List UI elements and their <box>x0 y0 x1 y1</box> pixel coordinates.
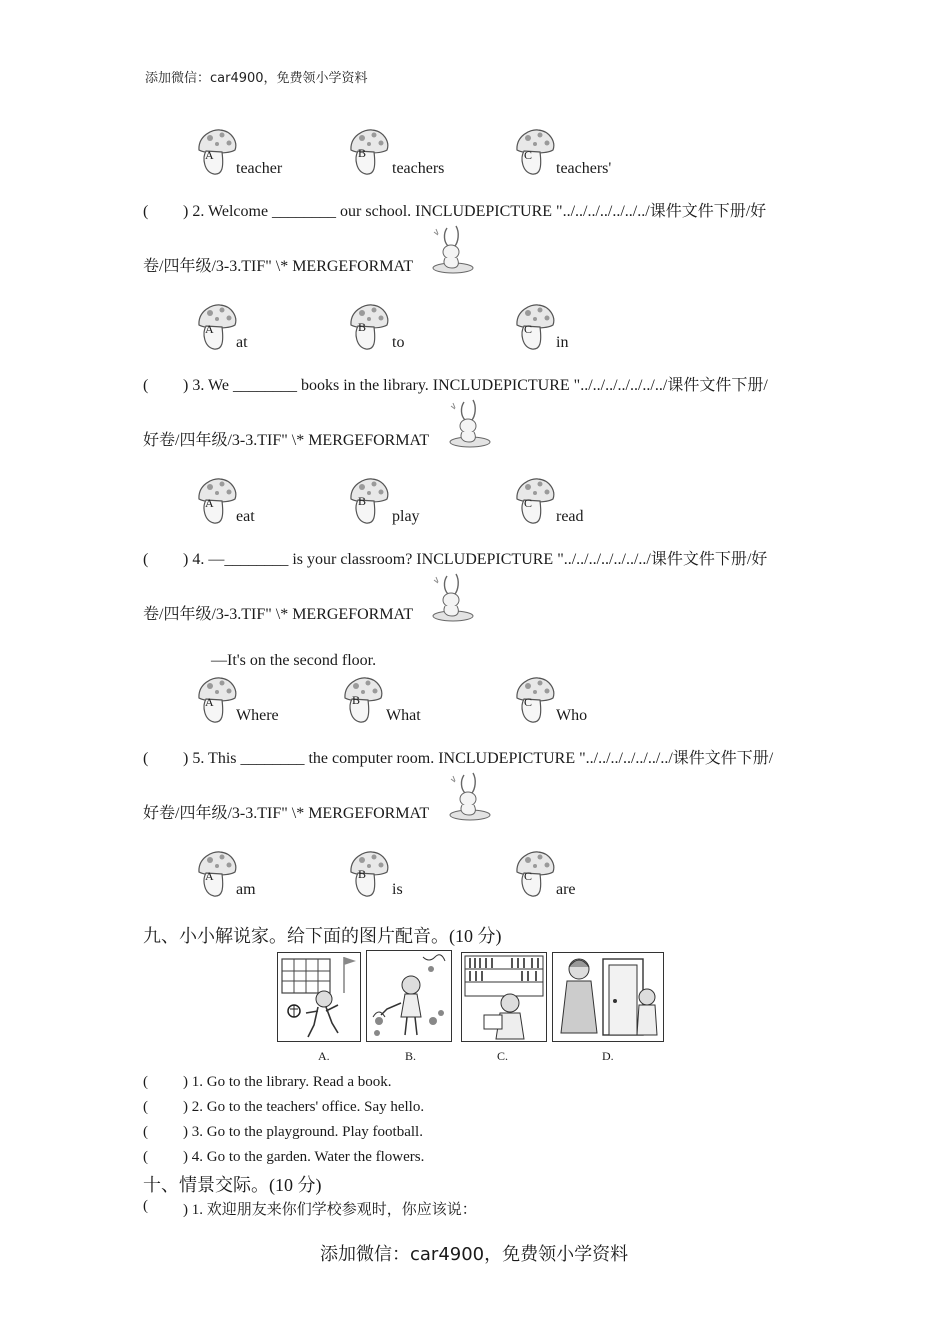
option-letter: B <box>358 867 367 881</box>
option-c-text: in <box>556 334 569 351</box>
option-letter: A <box>205 496 214 510</box>
section-10-title: 十、情景交际。(10 分) <box>143 1175 322 1195</box>
list-item: ) 4. Go to the garden. Water the flowers. <box>183 1149 425 1165</box>
question-text-cont: 好卷/四年级/3-3.TIF" \* MERGEFORMAT <box>143 805 430 822</box>
question-text-cont: 卷/四年级/3-3.TIF" \* MERGEFORMAT <box>143 606 414 623</box>
answer-paren: ( <box>143 1099 148 1115</box>
picture-c-label: C. <box>497 1049 509 1063</box>
mushroom-icon-c <box>514 303 556 351</box>
option-letter: B <box>358 320 367 334</box>
answer-paren: ( <box>143 1198 148 1214</box>
picture-a-playground <box>277 952 361 1042</box>
question-text-cont: 卷/四年级/3-3.TIF" \* MERGEFORMAT <box>143 258 414 275</box>
mushroom-icon-b <box>348 303 390 351</box>
answer-paren: ( <box>143 1124 148 1140</box>
list-item: ) 1. 欢迎朋友来你们学校参观时，你应该说： <box>183 1202 477 1218</box>
option-letter: A <box>205 695 214 709</box>
mushroom-icon-b <box>342 676 384 724</box>
picture-b-label: B. <box>405 1049 417 1063</box>
dialogue-answer: —It's on the second floor. <box>211 652 377 669</box>
mushroom-icon-a <box>196 128 238 176</box>
option-c-text: teachers' <box>556 160 612 177</box>
option-b-text: play <box>392 508 420 525</box>
rabbit-icon <box>430 224 476 274</box>
list-item: ) 1. Go to the library. Read a book. <box>183 1074 392 1090</box>
question-text: ) 2. Welcome ________ our school. INCLUDEPICTURE "../../../../../../../课件文件下册/好 <box>183 203 767 220</box>
answer-paren: ( <box>143 750 149 767</box>
mushroom-icon-c <box>514 128 556 176</box>
option-b-text: What <box>386 707 421 724</box>
question-text-cont: 好卷/四年级/3-3.TIF" \* MERGEFORMAT <box>143 432 430 449</box>
mushroom-icon-c <box>514 676 556 724</box>
list-item: ) 2. Go to the teachers' office. Say hello. <box>183 1099 425 1115</box>
rabbit-icon <box>447 771 493 821</box>
rabbit-icon <box>447 398 493 448</box>
mushroom-icon-b <box>348 477 390 525</box>
header-text: 添加微信：car4900，免费领小学资料 <box>145 71 368 86</box>
picture-b-garden <box>366 950 452 1042</box>
option-letter: C <box>524 148 533 162</box>
answer-paren: ( <box>143 1149 148 1165</box>
option-a-text: at <box>236 334 248 351</box>
option-a-text: am <box>236 881 256 898</box>
option-c-text: Who <box>556 707 588 724</box>
answer-paren: ( <box>143 377 149 394</box>
option-letter: C <box>524 869 533 883</box>
option-c-text: are <box>556 881 576 898</box>
option-letter: C <box>524 695 533 709</box>
rabbit-icon <box>430 572 476 622</box>
answer-paren: ( <box>143 203 149 220</box>
picture-d-teachers-office <box>552 952 664 1042</box>
picture-c-library <box>461 952 547 1042</box>
mushroom-icon-a <box>196 676 238 724</box>
option-a-text: Where <box>236 707 279 724</box>
mushroom-icon-a <box>196 477 238 525</box>
question-text: ) 5. This ________ the computer room. INCLUDEPICTURE "../../../../../../../课件文件下册/ <box>183 750 774 767</box>
picture-d-label: D. <box>602 1049 614 1063</box>
option-letter: C <box>524 496 533 510</box>
mushroom-icon-c <box>514 477 556 525</box>
mushroom-icon-c <box>514 850 556 898</box>
option-letter: C <box>524 322 533 336</box>
option-a-text: teacher <box>236 160 283 177</box>
section-9-title: 九、小小解说家。给下面的图片配音。(10 分) <box>143 926 502 946</box>
option-b-text: is <box>392 881 403 898</box>
option-b-text: to <box>392 334 405 351</box>
mushroom-icon-a <box>196 303 238 351</box>
list-item: ) 3. Go to the playground. Play football. <box>183 1124 423 1140</box>
question-text: ) 4. —________ is your classroom? INCLUDEPICTURE "../../../../../../../课件文件下册/好 <box>183 551 768 568</box>
option-letter: B <box>358 494 367 508</box>
option-letter: A <box>205 869 214 883</box>
option-letter: A <box>205 148 214 162</box>
picture-a-label: A. <box>318 1049 330 1063</box>
option-letter: A <box>205 322 214 336</box>
option-letter: B <box>352 693 361 707</box>
question-text: ) 3. We ________ books in the library. INCLUDEPICTURE "../../../../../../../课件文件下册/ <box>183 377 768 394</box>
mushroom-icon-a <box>196 850 238 898</box>
footer-text: 添加微信：car4900，免费领小学资料 <box>320 1244 629 1265</box>
mushroom-icon-b <box>348 128 390 176</box>
answer-paren: ( <box>143 551 149 568</box>
option-c-text: read <box>556 508 584 525</box>
answer-paren: ( <box>143 1074 148 1090</box>
option-a-text: eat <box>236 508 255 525</box>
mushroom-icon-b <box>348 850 390 898</box>
option-letter: B <box>358 146 367 160</box>
option-b-text: teachers <box>392 160 445 177</box>
